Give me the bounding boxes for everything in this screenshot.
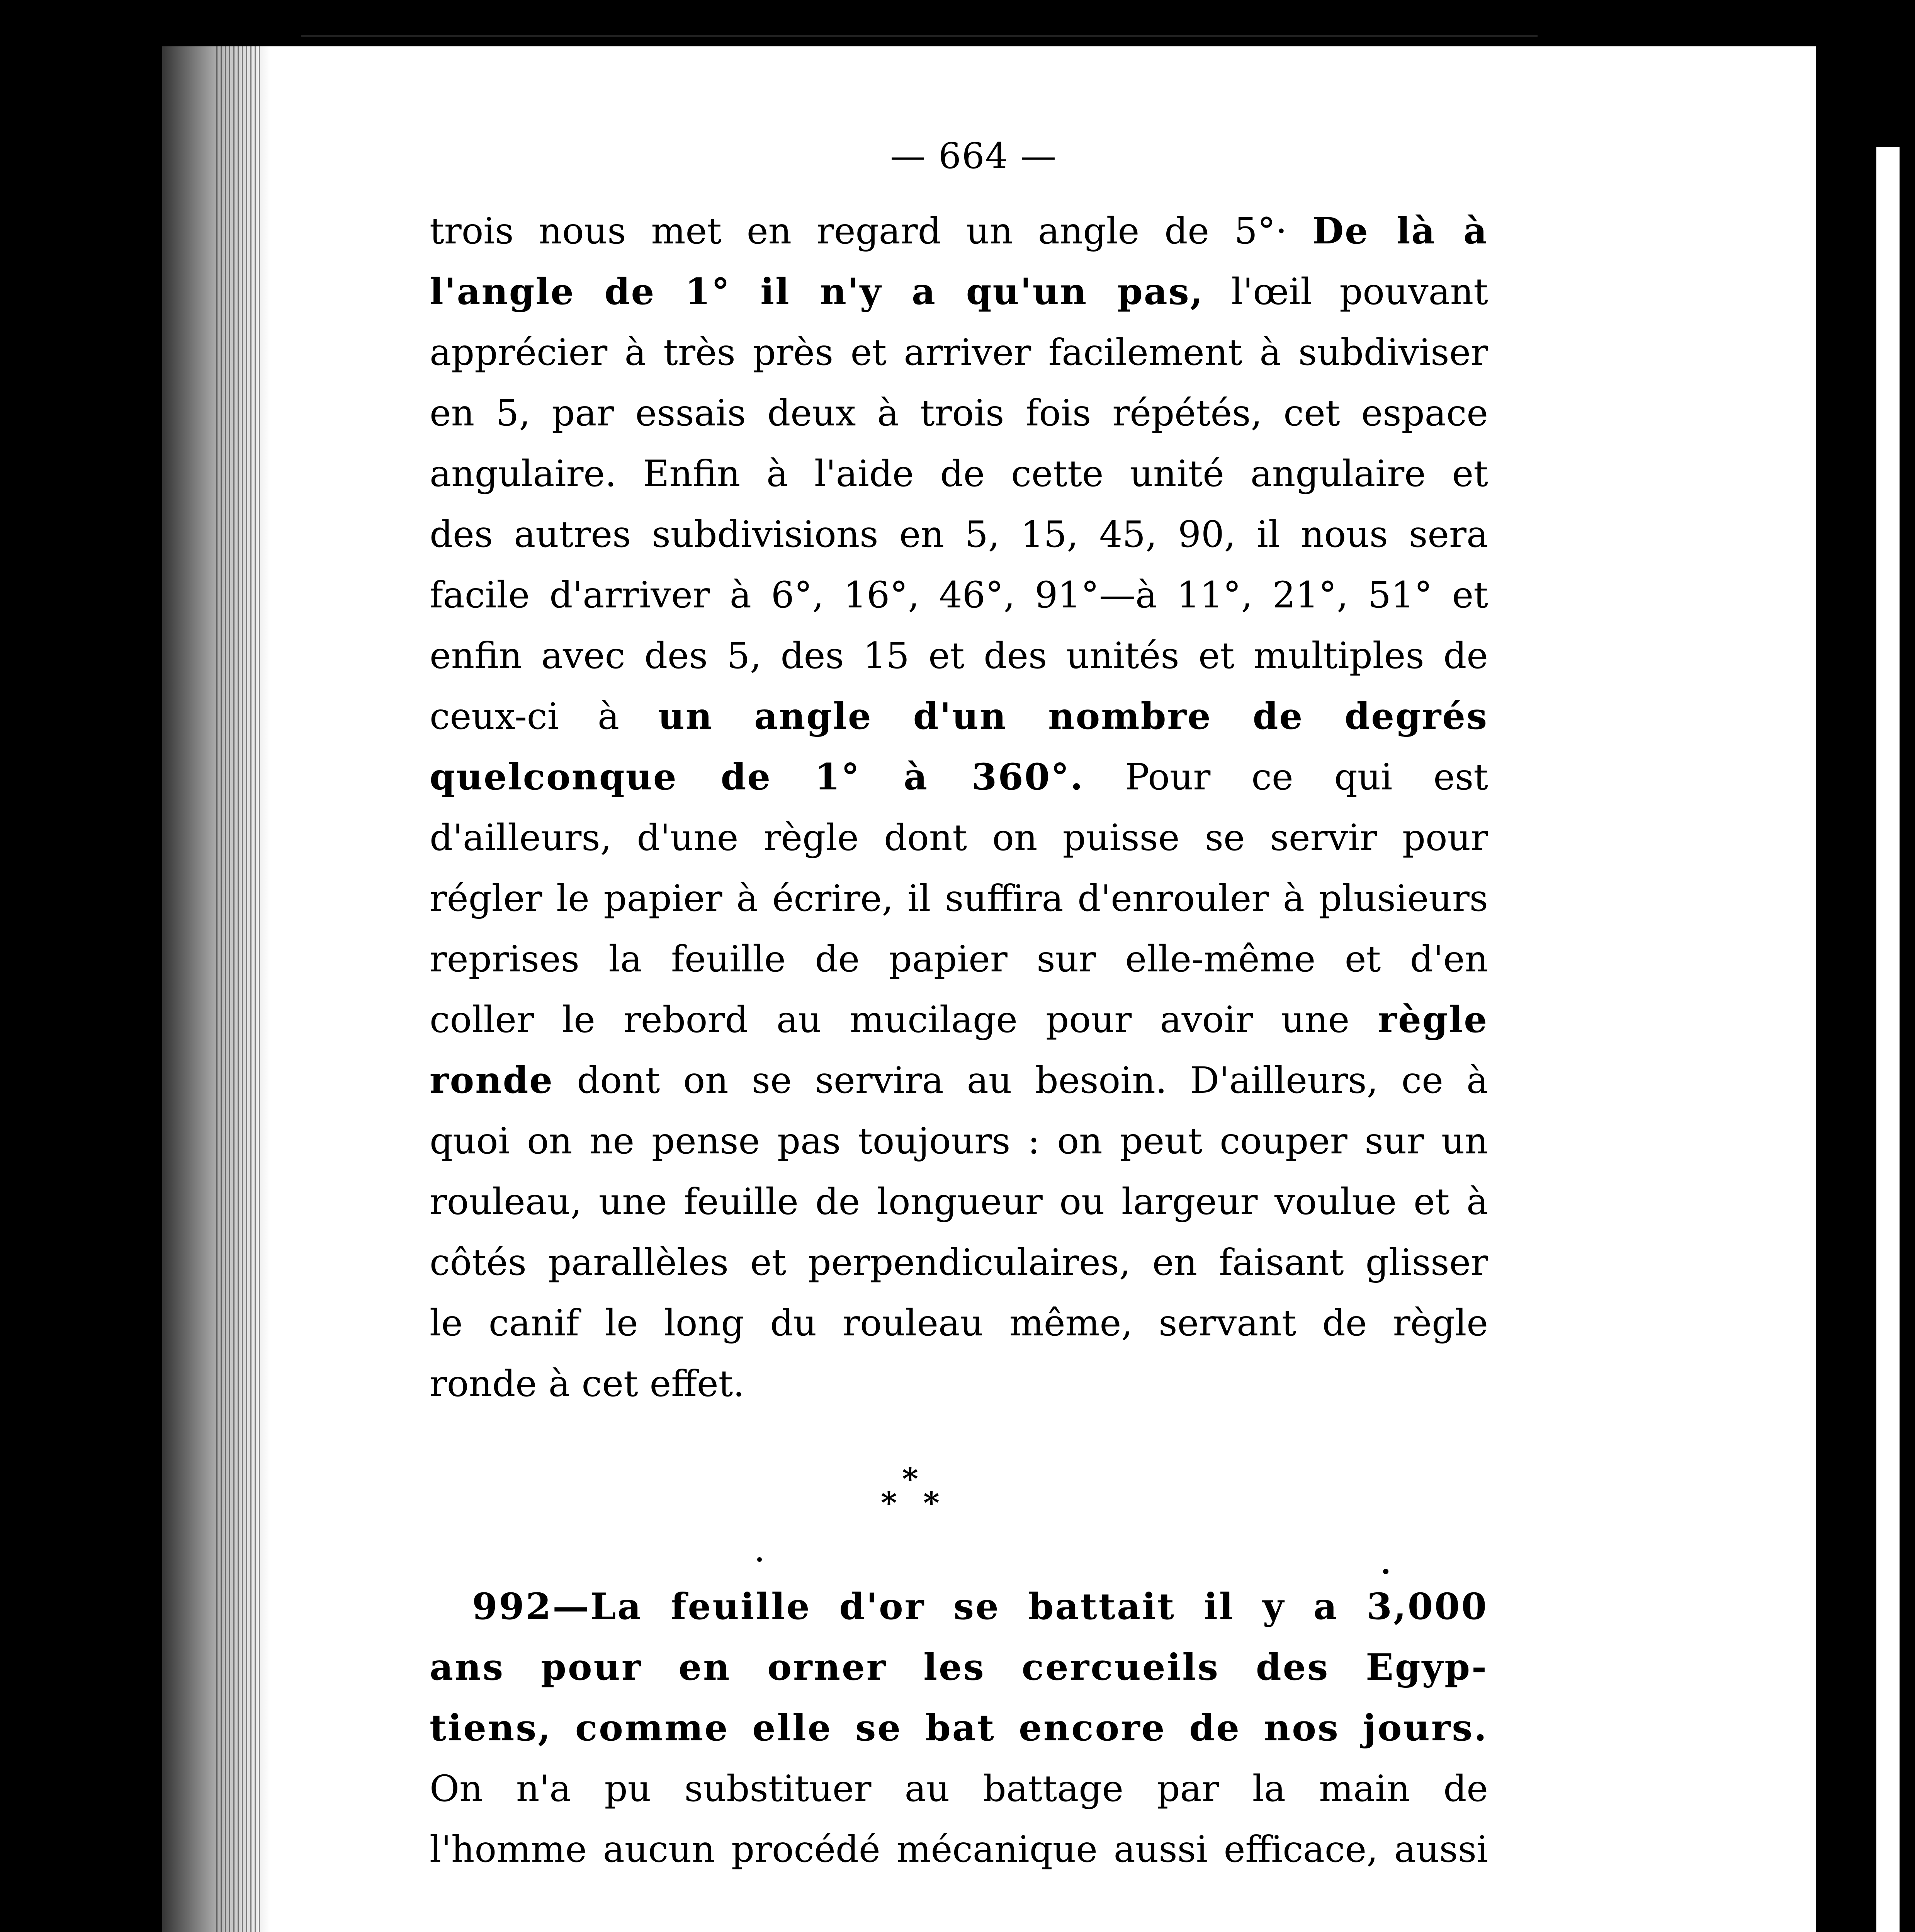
section-heading-line: 992—La feuille d'or se battait il y a 3,000 bbox=[472, 1585, 1488, 1628]
scan-speck bbox=[757, 1557, 762, 1562]
bold-run: un angle d'un nombre de degrés bbox=[658, 695, 1488, 738]
section-992 bbox=[430, 1577, 1488, 1880]
text-line: angulaire. Enfin à l'aide de cette unité angulaire et bbox=[430, 453, 1488, 495]
text-line: l'homme aucun procédé mécanique aussi efficace, aussi bbox=[430, 1828, 1488, 1871]
section-heading-line: ans pour en orner les cercueils des Egyp- bbox=[430, 1646, 1488, 1689]
page-number: — 664 — bbox=[890, 135, 1057, 177]
text-run: Pour ce qui est bbox=[1084, 756, 1488, 798]
asterisk-mark: * bbox=[881, 1485, 897, 1521]
asterisk-mark: * bbox=[902, 1461, 918, 1497]
text-line bbox=[430, 201, 1488, 262]
bold-run: De là à bbox=[1312, 210, 1489, 252]
scan-speck bbox=[1383, 1569, 1388, 1574]
text-line: d'ailleurs, d'une règle dont on puisse se servir pour bbox=[430, 817, 1488, 859]
text-run: ceux-ci à bbox=[430, 696, 658, 738]
text-run: l'œil pouvant bbox=[1204, 271, 1488, 313]
bold-run: l'angle de 1° il n'y a qu'un pas, bbox=[430, 270, 1204, 313]
text-line: régler le papier à écrire, il suffira d'enrouler à plusieurs bbox=[430, 878, 1488, 920]
text-line: le canif le long du rouleau même, servant de règle bbox=[430, 1302, 1488, 1344]
text-line: facile d'arriver à 6°, 16°, 46°, 91°—à 11°, 21°, 51° et bbox=[430, 574, 1488, 616]
text-line bbox=[430, 990, 1488, 1050]
bold-run: règle bbox=[1378, 998, 1488, 1041]
text-run: trois nous met en regard un angle de 5°· bbox=[430, 210, 1312, 252]
bold-run: quelconque de 1° à 360°. bbox=[430, 756, 1084, 798]
page-top-edge bbox=[301, 35, 1538, 37]
text-line: quoi on ne pense pas toujours : on peut couper sur un bbox=[430, 1120, 1488, 1162]
text-line: en 5, par essais deux à trois fois répétés, cet espace bbox=[430, 392, 1488, 434]
text-line bbox=[430, 262, 1488, 322]
text-line bbox=[430, 1050, 1488, 1111]
text-line bbox=[430, 747, 1488, 808]
bold-run: ronde bbox=[430, 1059, 554, 1102]
text-line: des autres subdivisions en 5, 15, 45, 90, il nous sera bbox=[430, 514, 1488, 556]
text-line: côtés parallèles et perpendiculaires, en faisant glisser bbox=[430, 1242, 1488, 1284]
text-line: rouleau, une feuille de longueur ou largeur voulue et à bbox=[430, 1181, 1488, 1223]
text-line bbox=[430, 686, 1488, 747]
next-page-sliver bbox=[1876, 147, 1900, 1932]
section-heading-line: tiens, comme elle se bat encore de nos jours. bbox=[430, 1707, 1488, 1749]
text-line: On n'a pu substituer au battage par la main de bbox=[430, 1768, 1488, 1810]
asterisk-mark: * bbox=[923, 1485, 940, 1521]
asterism-divider bbox=[865, 1461, 981, 1530]
paragraph-main bbox=[430, 201, 1488, 1414]
binding-gutter-lines bbox=[216, 46, 263, 1932]
text-run: coller le rebord au mucilage pour avoir une bbox=[430, 999, 1378, 1041]
text-line: enfin avec des 5, des 15 et des unités et multiples de bbox=[430, 635, 1488, 677]
right-page-edge bbox=[1834, 46, 1915, 1932]
text-line: reprises la feuille de papier sur elle-même et d'en bbox=[430, 938, 1488, 980]
text-line: apprécier à très près et arriver facilement à subdiviser bbox=[430, 332, 1488, 374]
text-line: ronde à cet effet. bbox=[430, 1363, 745, 1405]
text-run: dont on se servira au besoin. D'ailleurs, ce à bbox=[554, 1060, 1488, 1102]
